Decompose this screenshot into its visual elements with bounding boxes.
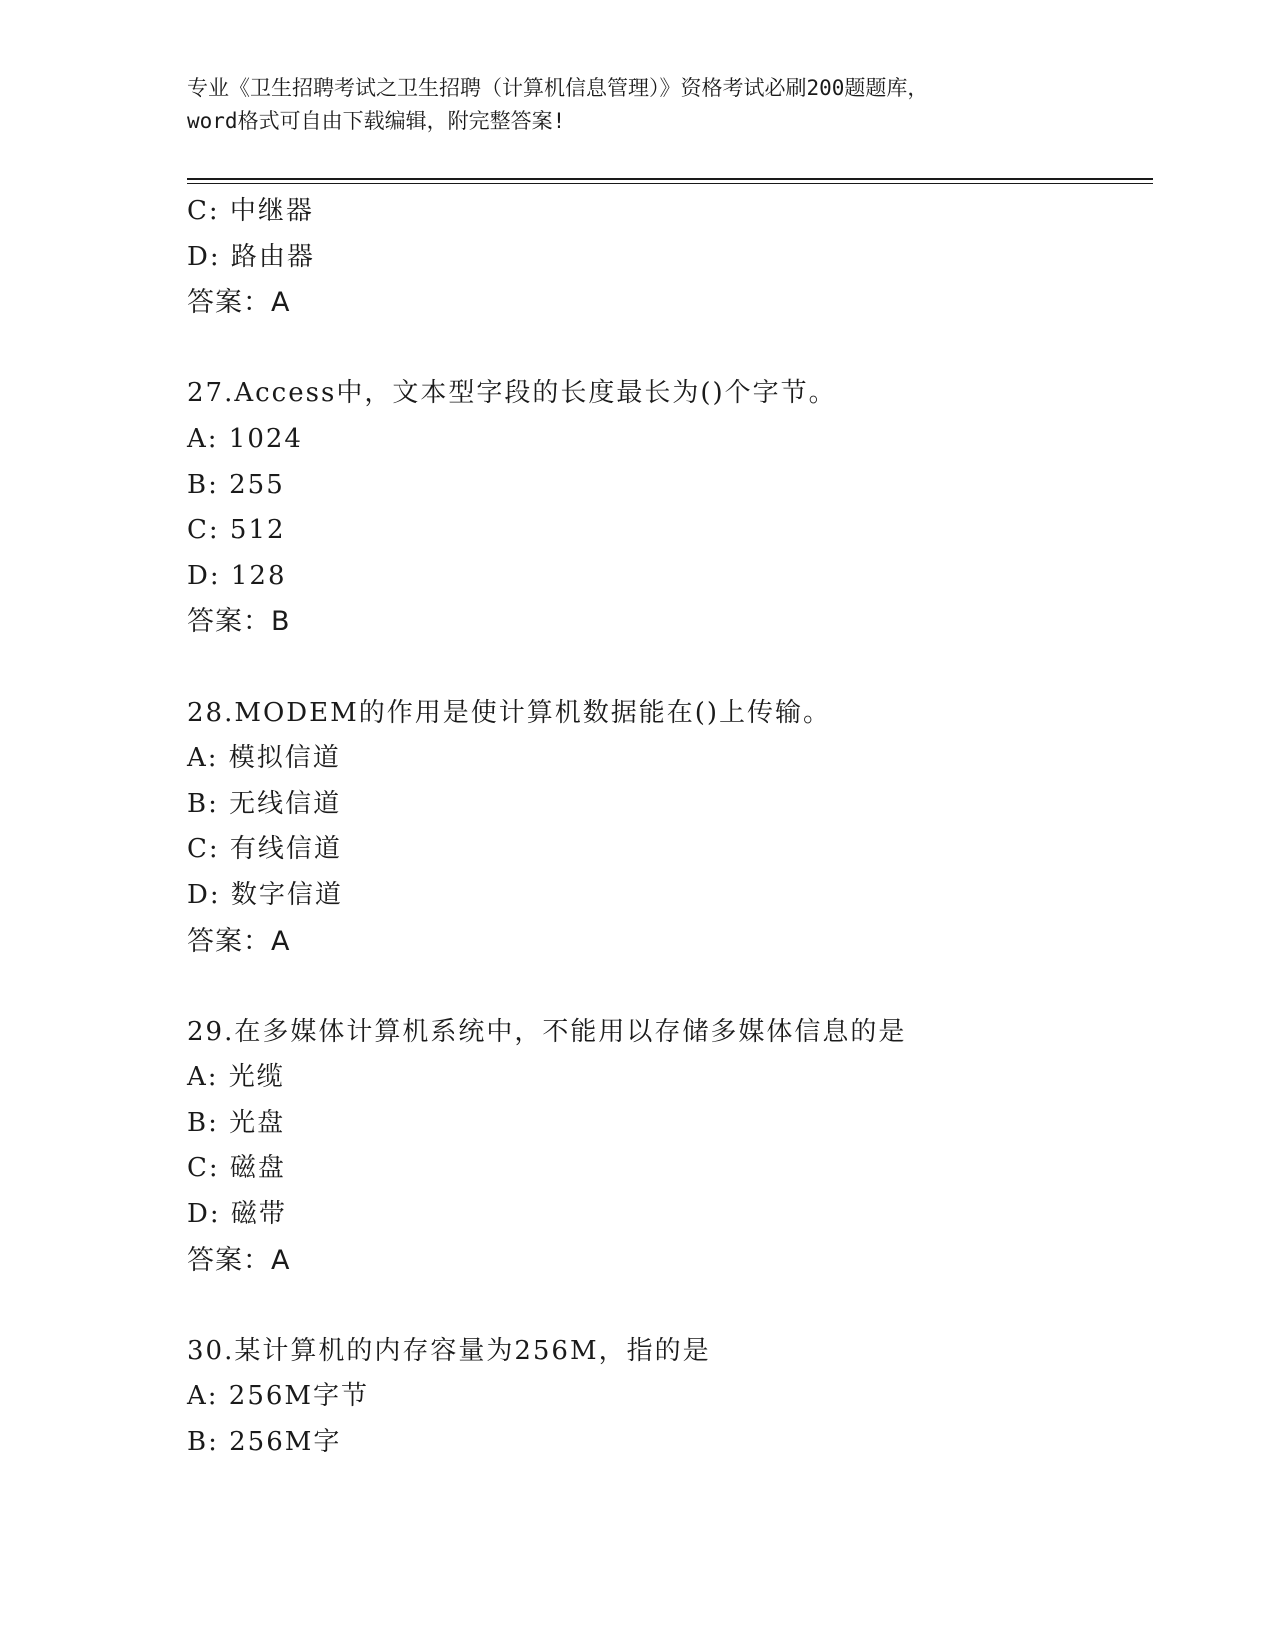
answer-option: C: 中继器 <box>187 196 314 226</box>
answer-option: A: 模拟信道 <box>187 743 341 774</box>
header-rule-thin <box>187 183 1153 184</box>
question-stem: 28.MODEM的作用是使计算机数据能在()上传输。 <box>187 697 832 728</box>
answer-option: B: 256M字 <box>187 1427 342 1458</box>
answer-option: B: 无线信道 <box>187 788 342 819</box>
question-block <box>187 1010 1147 1329</box>
question-block <box>187 371 1147 690</box>
question-stem: 27.Access中，文本型字段的长度最长为()个字节。 <box>187 378 837 409</box>
question-spacer <box>187 964 1147 1010</box>
answer-option: B: 光盘 <box>187 1107 286 1138</box>
answer-key: 答案：A <box>187 1244 291 1276</box>
header-title-line-2: word格式可自由下载编辑，附完整答案! <box>187 109 566 133</box>
header-title-line-1: 专业《卫生招聘考试之卫生招聘（计算机信息管理）》资格考试必刷200题题库， <box>187 76 929 100</box>
question-stem: 30.某计算机的内存容量为256M，指的是 <box>187 1335 711 1366</box>
answer-option: C: 有线信道 <box>187 834 342 865</box>
answer-option: A: 光缆 <box>187 1062 285 1093</box>
question-block <box>187 691 1147 1010</box>
question-block <box>187 189 1147 371</box>
header-rule-thick <box>187 178 1153 180</box>
answer-option: D: 数字信道 <box>187 879 343 910</box>
question-spacer <box>187 1283 1147 1329</box>
question-stem: 29.在多媒体计算机系统中，不能用以存储多媒体信息的是 <box>187 1016 907 1047</box>
answer-option: C: 磁盘 <box>187 1153 286 1184</box>
answer-option: A: 256M字节 <box>187 1381 370 1412</box>
answer-option: D: 路由器 <box>187 241 315 272</box>
answer-option: D: 磁带 <box>187 1199 287 1230</box>
answer-option: D: 128 <box>187 560 287 591</box>
answer-key: 答案：B <box>187 606 291 638</box>
question-block <box>187 1329 1147 1466</box>
question-spacer <box>187 326 1147 372</box>
document-header <box>187 72 1087 138</box>
answer-option: B: 255 <box>187 469 285 500</box>
answer-key: 答案：A <box>187 925 291 957</box>
answer-option: A: 1024 <box>187 423 303 454</box>
question-list <box>187 189 1147 1466</box>
question-spacer <box>187 645 1147 691</box>
answer-option: C: 512 <box>187 515 286 546</box>
answer-key: 答案：A <box>187 287 291 319</box>
